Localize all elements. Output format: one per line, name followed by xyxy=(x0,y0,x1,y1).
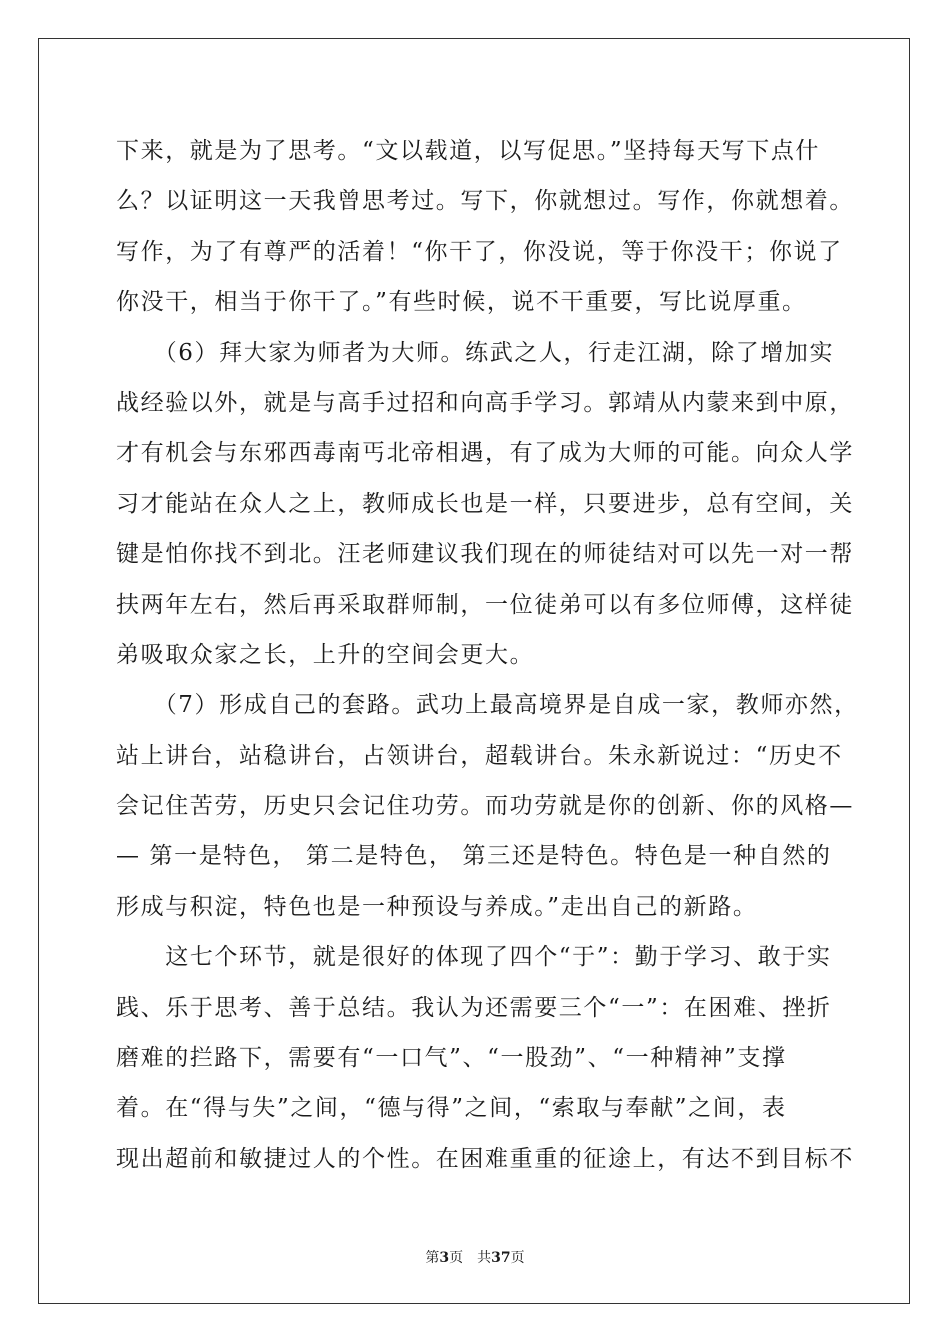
page-footer xyxy=(0,1247,950,1267)
text-line: 会记住苦劳，历史只会记住功劳。而功劳就是你的创新、你的风格— xyxy=(116,793,854,820)
text-line: 你没干，相当于你干了。”有些时候，说不干重要，写比说厚重。 xyxy=(116,289,807,316)
footer-middle: 页 共 xyxy=(449,1250,492,1266)
footer-suffix: 页 xyxy=(510,1250,525,1266)
text-line: 键是怕你找不到北。汪老师建议我们现在的师徒结对可以先一对一帮 xyxy=(116,541,854,568)
text-line: 战经验以外，就是与高手过招和向高手学习。郭靖从内蒙来到中原， xyxy=(116,389,854,416)
text-line: 磨难的拦路下，需要有“一口气”、“一股劲”、“一种精神”支撑 xyxy=(116,1045,787,1072)
text-line: — 第一是特色， 第二是特色， 第三还是特色。特色是一种自然的 xyxy=(116,843,832,870)
text-line: 形成与积淀，特色也是一种预设与养成。”走出自己的新路。 xyxy=(116,893,758,920)
text-line: 弟吸取众家之长，上升的空间会更大。 xyxy=(116,641,535,668)
text-line: 着。在“得与失”之间，“德与得”之间，“索取与奉献”之间，表 xyxy=(116,1095,787,1122)
current-page-number: 3 xyxy=(439,1250,450,1266)
text-line: 下来，就是为了思考。“文以载道，以写促思。”坚持每天写下点什 xyxy=(116,138,821,164)
paragraph-start-line: （7）形成自己的套路。武功上最高境界是自成一家，教师亦然， xyxy=(116,692,859,719)
text-line: 现出超前和敏捷过人的个性。在困难重重的征途上，有达不到目标不 xyxy=(116,1145,854,1172)
text-line: 么？以证明这一天我曾思考过。写下，你就想过。写作，你就想着。 xyxy=(116,188,854,215)
paragraph-start-line: 这七个环节，就是很好的体现了四个“于”：勤于学习、敢于实 xyxy=(116,944,832,971)
text-line: 站上讲台，站稳讲台，占领讲台，超载讲台。朱永新说过：“历史不 xyxy=(116,742,843,769)
total-page-count: 37 xyxy=(491,1250,511,1266)
text-line: 才有机会与东邪西毒南丐北帝相遇，有了成为大师的可能。向众人学 xyxy=(116,440,854,467)
document-body xyxy=(116,126,859,1184)
text-line: 践、乐于思考、善于总结。我认为还需要三个“一”：在困难、挫折 xyxy=(116,994,832,1021)
paragraph-start-line: （6）拜大家为师者为大师。练武之人，行走江湖，除了增加实 xyxy=(116,339,835,366)
footer-prefix: 第 xyxy=(425,1250,440,1266)
text-line: 扶两年左右，然后再采取群师制，一位徒弟可以有多位师傅，这样徒 xyxy=(116,591,854,618)
text-line: 写作，为了有尊严的活着！“你干了，你没说，等于你没干；你说了 xyxy=(116,238,843,265)
text-line: 习才能站在众人之上，教师成长也是一样，只要进步，总有空间，关 xyxy=(116,490,854,517)
